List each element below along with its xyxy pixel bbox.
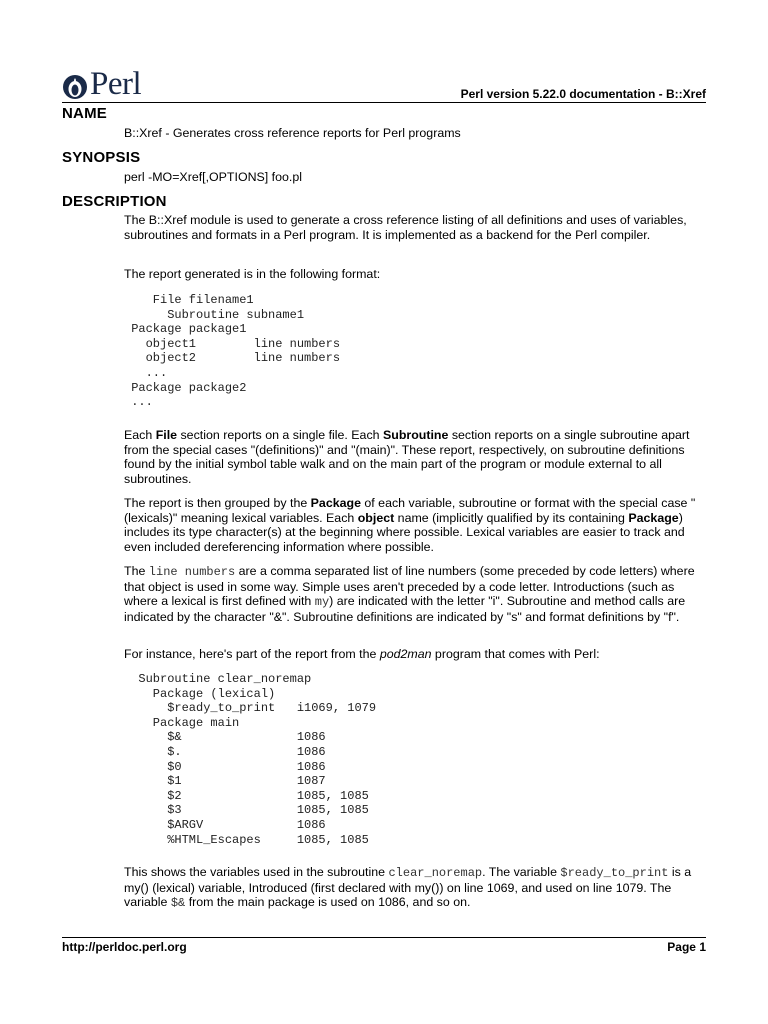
code-ready-to-print: $ready_to_print <box>560 866 669 880</box>
heading-description: DESCRIPTION <box>62 193 167 210</box>
header-rule <box>62 102 706 103</box>
description-paragraph-2: The report generated is in the following format: <box>124 267 381 281</box>
italic-pod2man: pod2man <box>379 647 432 661</box>
bold-subroutine: Subroutine <box>382 428 449 442</box>
bold-package: Package <box>310 496 361 510</box>
bold-file: File <box>155 428 178 442</box>
perl-onion-logo-icon <box>62 74 88 100</box>
description-paragraph-1: The B::Xref module is used to generate a cross reference listing of all definitions and uses of variables, subroutines and formats in a Perl program. It is implemented as a backend for the Perl compiler. <box>124 213 687 242</box>
document-title: Perl version 5.22.0 documentation - B::Xref <box>460 87 706 101</box>
description-paragraph-6: For instance, here's part of the report from the pod2man program that comes with Perl: <box>124 647 600 661</box>
bold-package-2: Package <box>628 510 679 525</box>
description-paragraph-3: Each File section reports on a single file. Each Subroutine section reports on a single subroutine apart from the special cases "(definitions)" and "(main)". These report, respectively, on subroutine definitions found by the initial symbol table walk and on the main part of the program or module external to all subroutines. <box>124 428 690 486</box>
code-clear-noremap: clear_noremap <box>388 866 483 880</box>
page-number: Page 1 <box>667 940 706 954</box>
example-report-code-block: Subroutine clear_noremap Package (lexical) $ready_to_print i1069, 1079 Package main $& 1086 $. 1086 $0 1086 $1 1087 $2 1085, 1085 $3 1085, 1085 $ARGV 1086 %HTML_Escapes 1085, 1085 <box>138 672 377 847</box>
description-paragraph-5: The line numbers are a comma separated list of line numbers (some preceded by code letters) where that object is used in some way. Simple uses aren't preceded by a code letter. Introductions (such as where a lexical is first defined with my) are indicated with the letter "i". Subroutine and method calls are indicated by the character "&". Subroutine definitions are indicated by "s" and format definitions by "f". <box>124 564 695 624</box>
code-my: my <box>314 595 330 610</box>
bold-object: object <box>357 510 395 525</box>
footer-rule <box>62 937 706 938</box>
description-paragraph-4: The report is then grouped by the Package of each variable, subroutine or format with the special case "(lexicals)" meaning lexical variables. Each object name (implicitly qualified by its containing Package) includes its type character(s) at the beginning where possible. Lexical variables are easier to track and even included dereferencing information where possible. <box>124 496 696 554</box>
code-dollar-amp: $& <box>170 896 186 911</box>
report-format-code-block: File filename1 Subroutine subname1 Package package1 object1 line numbers object2 line numbers ... Package package2 ... <box>131 293 341 410</box>
name-text: B::Xref - Generates cross reference reports for Perl programs <box>124 126 461 140</box>
logo-wordmark: Perl <box>90 66 142 102</box>
heading-synopsis: SYNOPSIS <box>62 149 141 166</box>
heading-name: NAME <box>62 105 107 122</box>
footer-url: http://perldoc.perl.org <box>62 940 187 954</box>
synopsis-text: perl -MO=Xref[,OPTIONS] foo.pl <box>124 170 302 184</box>
description-paragraph-7: This shows the variables used in the subroutine clear_noremap. The variable $ready_to_print is a my() (lexical) variable, Introduced (first declared with my()) on line 1069, and used on line 1079. The variable $& from the main package is used on 1086, and so on. <box>124 865 692 911</box>
code-line-numbers: line numbers <box>148 565 236 579</box>
